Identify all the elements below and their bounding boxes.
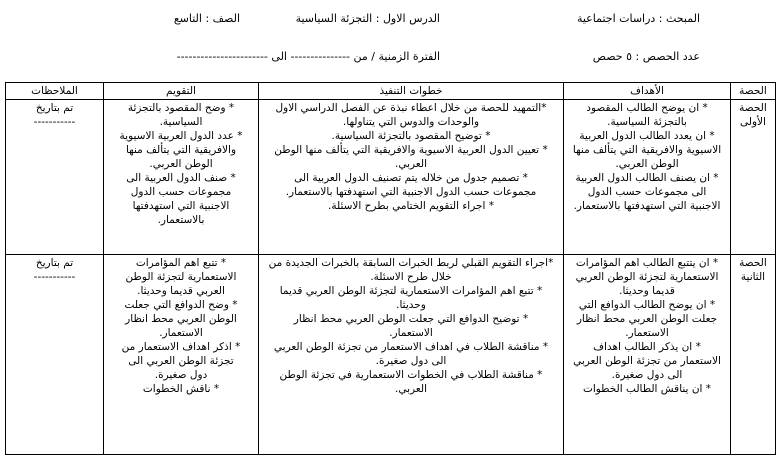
cell-line: الى مجموعات حسب الدول xyxy=(587,186,707,198)
cell-line: قديما وحديثا. xyxy=(619,285,675,297)
cell-line: الاستعمارية لتجزئة الوطن العربي xyxy=(575,271,719,283)
cell-line: *التمهيد للحصة من خلال اعطاء نبذة عن الفصل الدراسي الاول xyxy=(275,102,547,114)
cell-line: الاستعمار من تجزئة الوطن العربي xyxy=(573,355,721,367)
cell-line: تجزئة الوطن العربي الى xyxy=(128,355,234,367)
cell-line: * ان يناقش الطالب الخطوات xyxy=(582,383,712,395)
table-header-row xyxy=(6,83,776,100)
cell-line: الاسيوية والافريقية التي يتألف منها xyxy=(572,144,722,156)
cell-line: الحصة xyxy=(739,102,767,114)
steps-cell xyxy=(259,255,564,455)
cell-line: العربي. xyxy=(395,383,427,395)
column-header: التقويم xyxy=(104,83,259,100)
cell-line: * اجراء التقويم الختامي بطرح الاسئلة. xyxy=(328,200,494,212)
cell-line: جعلت الوطن العربي محط انظار xyxy=(576,313,718,325)
subject-label: المبحث : دراسات اجتماعية xyxy=(576,12,700,25)
session-cell xyxy=(731,255,776,455)
cell-line: الاستعمارية لتجزئة الوطن xyxy=(125,271,237,283)
cell-line: الوطن العربي محط انظار xyxy=(125,313,237,325)
cell-line: والوحدات والدوس التي يتناولها. xyxy=(342,116,480,128)
cell-line: العربي قديما وحديثا. xyxy=(137,285,225,297)
cell-line: * تصميم جدول من خلاله يتم تصنيف الدول العربية الى xyxy=(294,172,528,184)
cell-line: * تتبع اهم المؤامرات الاستعمارية لتجزئة الوطن العربي قديما xyxy=(279,285,543,297)
cell-line: * توضيح المقصود بالتجزئة السياسية. xyxy=(331,130,491,142)
cell-line: خلال طرح الاسئلة. xyxy=(370,271,452,283)
cell-line: ----------- xyxy=(33,116,76,128)
lesson-plan-table xyxy=(5,82,776,455)
cell-line: دول صغيرة. xyxy=(154,369,208,381)
cell-line: الحصة xyxy=(739,257,767,269)
cell-line: * تعيين الدول العربية الاسيوية والافريقية التي يتألف منها الوطن xyxy=(274,144,548,156)
cell-line: الاجنبية التي استهدفتها بالاستعمار. xyxy=(573,200,721,212)
time-period: الفترة الزمنية / من --------------- الى ----------------------- xyxy=(176,50,440,63)
cell-line: الثانية xyxy=(740,271,766,283)
cell-line: * مناقشة الطلاب في الخطوات الاستعمارية في تجزئة الوطن xyxy=(279,369,543,381)
sessions-count: عدد الحصص : ٥ حصص xyxy=(592,50,700,63)
cell-line: والافريقية التي يتألف منها xyxy=(125,144,237,156)
cell-line: الى دول صغيرة. xyxy=(611,369,683,381)
cell-line: ----------- xyxy=(33,271,76,283)
cell-line: السياسية. xyxy=(159,116,203,128)
cell-line: * ان يصنف الطالب الدول العربية xyxy=(575,172,719,184)
notes-cell xyxy=(6,255,104,455)
table-row xyxy=(6,255,776,455)
column-header: الأهداف xyxy=(564,83,731,100)
cell-line: العربي. xyxy=(395,158,427,170)
cell-line: * اذكر اهداف الاستعمار من xyxy=(121,341,241,353)
cell-line: بالاستعمار. xyxy=(157,214,205,226)
cell-line: * وضح المقصود بالتجزئة xyxy=(127,102,235,114)
column-header: خطوات التنفيذ xyxy=(259,83,564,100)
cell-line: تم بتاريخ xyxy=(35,102,74,114)
cell-line: الى دول صغيرة. xyxy=(375,355,447,367)
cell-line: * وضح الدوافع التي جعلت xyxy=(124,299,238,311)
column-header: الملاحظات xyxy=(6,83,104,100)
goals-cell xyxy=(564,100,731,255)
column-header: الحصة xyxy=(731,83,776,100)
cell-line: مجموعات حسب الدول الاجنبية التي استهدفتها بالاستعمار. xyxy=(285,186,537,198)
lesson-title: الدرس الاول : التجزئة السياسية xyxy=(295,12,440,25)
evaluation-cell xyxy=(104,255,259,455)
cell-line: الاجنبية التي استهدفتها xyxy=(132,200,230,212)
cell-line: الوطن العربي. xyxy=(149,158,213,170)
cell-line: * ناقش الخطوات xyxy=(142,383,220,395)
cell-line: الاستعمار. xyxy=(625,327,669,339)
cell-line: * ان يذكر الطالب اهداف xyxy=(593,341,701,353)
cell-line: * صنف الدول العربية الى xyxy=(126,172,236,184)
cell-line: *اجراء التقويم القبلي لربط الخبرات السابقة بالخبرات الجديدة من xyxy=(268,257,554,269)
evaluation-cell xyxy=(104,100,259,255)
cell-line: * ان يوضح الطالب الدوافع التي xyxy=(578,299,716,311)
cell-line: الأولى xyxy=(740,116,766,128)
cell-line: * ان يتتبع الطالب اهم المؤامرات xyxy=(575,257,719,269)
cell-line: * ان يعدد الطالب الدول العربية xyxy=(579,130,715,142)
cell-line: * ان يوضح الطالب المقصود xyxy=(586,102,708,114)
cell-line: بالتجزئة السياسية. xyxy=(607,116,687,128)
table-row xyxy=(6,100,776,255)
cell-line: مجموعات حسب الدول xyxy=(130,186,232,198)
steps-cell xyxy=(259,100,564,255)
cell-line: * تتبع اهم المؤامرات xyxy=(135,257,227,269)
cell-line: تم بتاريخ xyxy=(35,257,74,269)
cell-line: الاستعمار. xyxy=(389,327,433,339)
notes-cell xyxy=(6,100,104,255)
cell-line: * مناقشة الطلاب في اهداف الاستعمار من تجزئة الوطن العربي xyxy=(273,341,549,353)
cell-line: * توضيح الدوافع التي جعلت الوطن العربي محط انظار xyxy=(293,313,529,325)
goals-cell xyxy=(564,255,731,455)
cell-line: الوطن العربي. xyxy=(615,158,679,170)
cell-line: وحديثا. xyxy=(396,299,426,311)
cell-line: * عدد الدول العربية الاسيوية xyxy=(119,130,243,142)
grade-label: الصف : التاسع xyxy=(173,12,240,25)
session-cell xyxy=(731,100,776,255)
cell-line: الاستعمار. xyxy=(159,327,203,339)
